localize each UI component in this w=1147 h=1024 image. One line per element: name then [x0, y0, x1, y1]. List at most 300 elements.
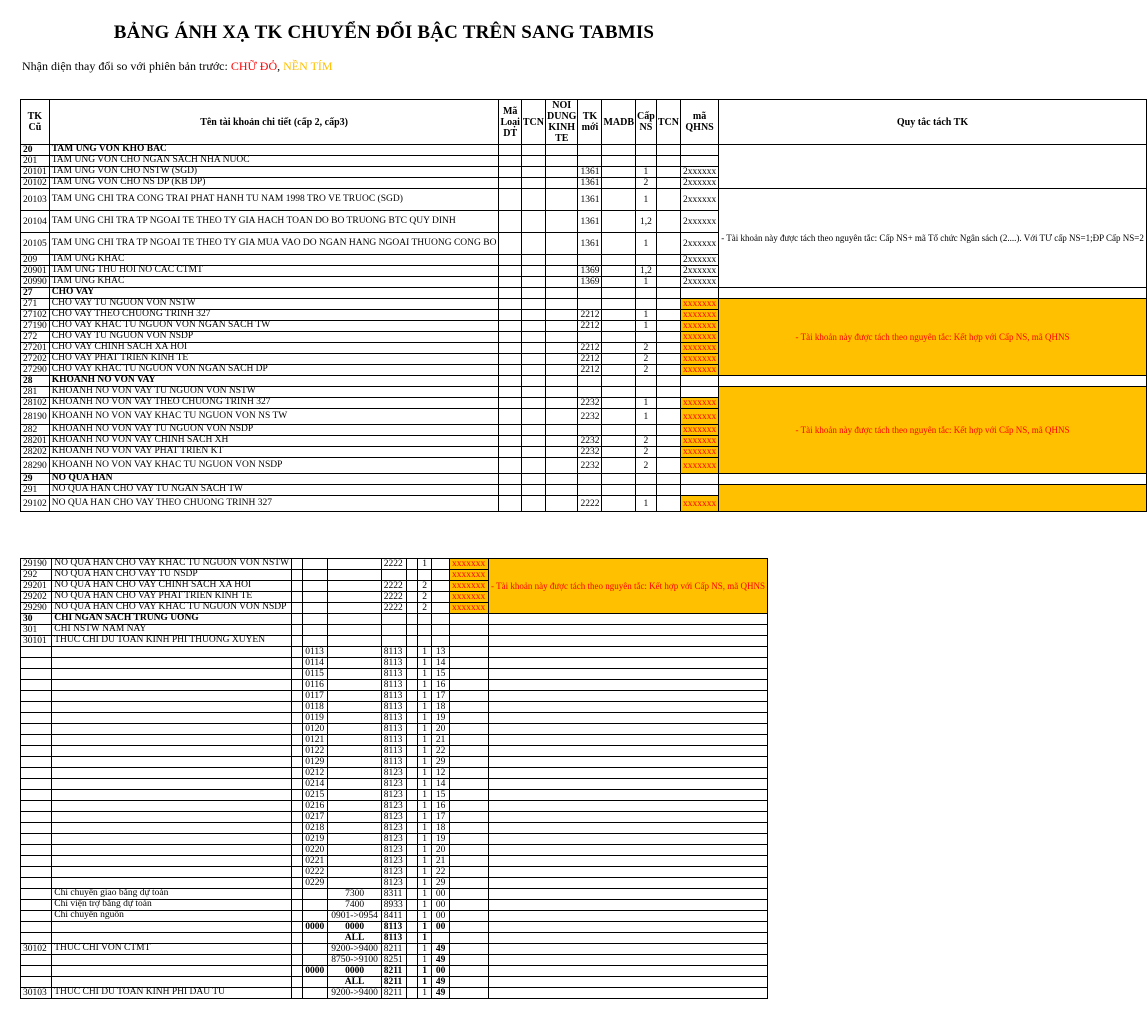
madb-cell [602, 211, 636, 233]
noi-dung-kinh-te-cell: ALL [328, 933, 381, 944]
madb-cell [406, 559, 417, 570]
madb-cell [602, 343, 636, 354]
tcn-2-cell: 16 [432, 801, 450, 812]
split-rule-cell [488, 647, 767, 658]
madb-cell [602, 167, 636, 178]
tk-moi-cell: 8113 [381, 702, 406, 713]
table-row [21, 790, 768, 801]
tk-moi-cell: 2222 [381, 603, 406, 614]
ma-loai-dt-cell [292, 713, 303, 724]
ma-qhns-cell: 2xxxxxx [680, 255, 718, 266]
account-name-cell [52, 801, 292, 812]
ma-loai-dt-cell [292, 801, 303, 812]
account-name-cell: CHO VAY PHAT TRIEN KINH TE [49, 354, 499, 365]
split-rule-cell [488, 702, 767, 713]
noi-dung-kinh-te-cell [328, 790, 381, 801]
ma-qhns-cell [450, 647, 489, 658]
ma-qhns-cell: 2xxxxxx [680, 211, 718, 233]
tcn-cell [521, 343, 545, 354]
ma-loai-dt-cell [292, 988, 303, 999]
cap-ns-cell: 1 [418, 944, 432, 955]
account-name-cell: KHOANH NO VON VAY CHINH SACH XH [49, 436, 499, 447]
madb-cell [406, 801, 417, 812]
noi-dung-kinh-te-cell [546, 365, 578, 376]
tcn-cell: 0113 [303, 647, 328, 658]
table-row [21, 779, 768, 790]
madb-cell [406, 592, 417, 603]
tcn-2-cell: 18 [432, 702, 450, 713]
cap-ns-cell: 1 [418, 966, 432, 977]
ma-loai-dt-cell [292, 691, 303, 702]
ma-qhns-cell: xxxxxxx [680, 321, 718, 332]
cap-ns-cell: 2 [636, 178, 657, 189]
split-rule-cell [488, 878, 767, 889]
table-row [21, 724, 768, 735]
table-row [21, 485, 1147, 496]
tcn-2-cell: 00 [432, 911, 450, 922]
header-quy-tac: Quy tắc tách TK [719, 100, 1147, 145]
ma-qhns-cell [450, 856, 489, 867]
cap-ns-cell: 1 [636, 496, 657, 512]
tk-moi-cell: 8113 [381, 735, 406, 746]
tcn-cell [521, 266, 545, 277]
split-rule-cell [488, 680, 767, 691]
tcn-cell [303, 581, 328, 592]
ma-qhns-cell [450, 779, 489, 790]
page-title: BẢNG ÁNH XẠ TK CHUYỂN ĐỔI BẬC TRÊN SANG TABMIS [113, 22, 655, 43]
tcn-cell: 0215 [303, 790, 328, 801]
noi-dung-kinh-te-cell: 7400 [328, 900, 381, 911]
ma-loai-dt-cell [292, 735, 303, 746]
ma-qhns-cell: xxxxxxx [450, 570, 489, 581]
madb-cell [602, 474, 636, 485]
noi-dung-kinh-te-cell [328, 834, 381, 845]
tk-cu-cell: 29202 [21, 592, 52, 603]
ma-qhns-cell: xxxxxxx [680, 409, 718, 425]
madb-cell [602, 310, 636, 321]
tcn-2-cell [656, 277, 680, 288]
noi-dung-kinh-te-cell [328, 680, 381, 691]
madb-cell [406, 911, 417, 922]
tcn-2-cell [656, 343, 680, 354]
ma-loai-dt-cell [292, 757, 303, 768]
ma-loai-dt-cell [292, 768, 303, 779]
tcn-2-cell [656, 178, 680, 189]
ma-loai-dt-cell [499, 458, 521, 474]
split-rule-cell [488, 856, 767, 867]
cap-ns-cell [636, 376, 657, 387]
tk-cu-cell: 271 [21, 299, 50, 310]
ma-loai-dt-cell [499, 496, 521, 512]
tk-cu-cell: 28290 [21, 458, 50, 474]
tcn-2-cell [656, 167, 680, 178]
account-name-cell: KHOANH NO VON VAY PHAT TRIEN KT [49, 447, 499, 458]
ma-loai-dt-cell [499, 189, 521, 211]
tcn-2-cell [432, 636, 450, 647]
cap-ns-cell: 1 [418, 691, 432, 702]
tk-cu-cell [21, 845, 52, 856]
tcn-cell [303, 592, 328, 603]
tcn-cell: 0220 [303, 845, 328, 856]
account-name-cell [52, 955, 292, 966]
account-name-cell: CHO VAY KHAC TU NGUON VON NGAN SACH TW [49, 321, 499, 332]
split-rule-cell [488, 922, 767, 933]
cap-ns-cell: 1 [418, 702, 432, 713]
table-row [21, 288, 1147, 299]
madb-cell [406, 966, 417, 977]
split-rule-cell: - Tài khoản này được tách theo nguyên tắc: Cấp NS+ mã Tổ chức Ngân sách (2....). Với TƯ cấp NS=1;ĐP Cấp NS=2 [719, 189, 1147, 288]
cap-ns-cell: 1 [418, 757, 432, 768]
cap-ns-cell: 1 [418, 669, 432, 680]
cap-ns-cell: 1 [636, 398, 657, 409]
split-rule-cell: - Tài khoản này được tách theo nguyên tắc: Kết hợp với Cấp NS, mã QHNS [719, 387, 1147, 474]
tcn-2-cell [656, 310, 680, 321]
ma-loai-dt-cell [292, 900, 303, 911]
cap-ns-cell: 1 [418, 724, 432, 735]
tcn-2-cell [656, 332, 680, 343]
account-name-cell [52, 977, 292, 988]
ma-qhns-cell: xxxxxxx [450, 592, 489, 603]
tk-moi-cell [578, 145, 602, 156]
table-row [21, 878, 768, 889]
account-name-cell [52, 966, 292, 977]
tk-moi-cell: 2232 [578, 398, 602, 409]
table-row [21, 823, 768, 834]
tcn-2-cell: 29 [432, 757, 450, 768]
cap-ns-cell: 1 [636, 277, 657, 288]
tk-cu-cell [21, 900, 52, 911]
tk-moi-cell: 8411 [381, 911, 406, 922]
tk-cu-cell: 20104 [21, 211, 50, 233]
tcn-cell [521, 474, 545, 485]
ma-qhns-cell [450, 625, 489, 636]
account-name-cell: NO QUA HAN CHO VAY KHAC TU NGUON VON NSTW [52, 559, 292, 570]
madb-cell [406, 702, 417, 713]
cap-ns-cell: 1 [636, 310, 657, 321]
table-row [21, 911, 768, 922]
tk-moi-cell: 8123 [381, 790, 406, 801]
cap-ns-cell: 1 [418, 768, 432, 779]
tcn-2-cell [656, 354, 680, 365]
madb-cell [406, 988, 417, 999]
ma-loai-dt-cell [292, 625, 303, 636]
ma-loai-dt-cell [292, 845, 303, 856]
madb-cell [602, 277, 636, 288]
ma-qhns-cell [450, 878, 489, 889]
account-name-cell: Chi viện trợ bằng dự toán [52, 900, 292, 911]
tk-cu-cell [21, 823, 52, 834]
cap-ns-cell: 1 [636, 167, 657, 178]
cap-ns-cell: 2 [636, 365, 657, 376]
ma-loai-dt-cell [499, 211, 521, 233]
tk-moi-cell: 2212 [578, 343, 602, 354]
noi-dung-kinh-te-cell [546, 266, 578, 277]
ma-loai-dt-cell [499, 288, 521, 299]
tk-cu-cell [21, 702, 52, 713]
account-name-cell [52, 735, 292, 746]
madb-cell [406, 977, 417, 988]
ma-qhns-cell [450, 867, 489, 878]
tk-cu-cell [21, 867, 52, 878]
madb-cell [406, 889, 417, 900]
ma-qhns-cell [450, 988, 489, 999]
account-name-cell: TAM UNG VON CHO NSTW (SGD) [49, 167, 499, 178]
table-row [21, 559, 768, 570]
ma-loai-dt-cell [292, 812, 303, 823]
tk-moi-cell: 8123 [381, 878, 406, 889]
cap-ns-cell [636, 299, 657, 310]
tk-moi-cell: 2232 [578, 447, 602, 458]
tk-moi-cell: 8123 [381, 768, 406, 779]
tk-cu-cell: 30103 [21, 988, 52, 999]
noi-dung-kinh-te-cell [546, 485, 578, 496]
noi-dung-kinh-te-cell [328, 823, 381, 834]
ma-loai-dt-cell [292, 559, 303, 570]
table-row [21, 299, 1147, 310]
account-name-cell [52, 724, 292, 735]
tcn-cell: 0114 [303, 658, 328, 669]
account-name-cell: CHI NSTW NAM NAY [52, 625, 292, 636]
madb-cell [602, 288, 636, 299]
tcn-cell [303, 889, 328, 900]
tk-cu-cell: 209 [21, 255, 50, 266]
tcn-2-cell: 12 [432, 768, 450, 779]
cap-ns-cell: 1 [418, 834, 432, 845]
ma-qhns-cell [680, 387, 718, 398]
tcn-cell: 0222 [303, 867, 328, 878]
tcn-2-cell: 29 [432, 878, 450, 889]
cap-ns-cell: 1 [636, 321, 657, 332]
tcn-2-cell [656, 376, 680, 387]
account-name-cell: TAM UNG CHI TRA TP NGOAI TE THEO TY GIA MUA VAO DO NGAN HANG NGOAI THUONG CONG BO [49, 233, 499, 255]
tcn-cell [521, 189, 545, 211]
cap-ns-cell: 1 [418, 911, 432, 922]
ma-loai-dt-cell [499, 178, 521, 189]
account-name-cell: NO QUA HAN CHO VAY TU NGAN SACH TW [49, 485, 499, 496]
tcn-2-cell [656, 485, 680, 496]
madb-cell [406, 680, 417, 691]
header-row [21, 100, 1147, 145]
ma-loai-dt-cell [292, 680, 303, 691]
madb-cell [602, 145, 636, 156]
tcn-2-cell [656, 398, 680, 409]
noi-dung-kinh-te-cell [546, 288, 578, 299]
tcn-2-cell [656, 365, 680, 376]
tcn-2-cell: 15 [432, 669, 450, 680]
account-name-cell [52, 867, 292, 878]
noi-dung-kinh-te-cell: 0000 [328, 922, 381, 933]
tk-moi-cell: 2212 [578, 321, 602, 332]
tk-cu-cell: 29102 [21, 496, 50, 512]
tk-moi-cell: 8123 [381, 834, 406, 845]
tcn-cell [521, 178, 545, 189]
split-rule-cell: - Tài khoản này được tách theo nguyên tắc: Kết hợp với Cấp NS, mã QHNS [719, 299, 1147, 376]
tcn-2-cell: 19 [432, 834, 450, 845]
tcn-cell: 0120 [303, 724, 328, 735]
cap-ns-cell: 2 [418, 581, 432, 592]
ma-qhns-cell [450, 845, 489, 856]
tcn-2-cell [656, 458, 680, 474]
cap-ns-cell [636, 474, 657, 485]
noi-dung-kinh-te-cell [546, 474, 578, 485]
tcn-2-cell: 00 [432, 966, 450, 977]
tk-moi-cell: 1361 [578, 211, 602, 233]
noi-dung-kinh-te-cell [328, 812, 381, 823]
ma-qhns-cell [680, 485, 718, 496]
noi-dung-kinh-te-cell [546, 398, 578, 409]
madb-cell [406, 581, 417, 592]
noi-dung-kinh-te-cell [546, 447, 578, 458]
tcn-cell [303, 955, 328, 966]
cap-ns-cell: 1 [418, 878, 432, 889]
tcn-cell [303, 911, 328, 922]
cap-ns-cell: 1 [418, 647, 432, 658]
account-name-cell [52, 823, 292, 834]
tk-moi-cell [578, 332, 602, 343]
account-name-cell: CHO VAY TU NGUON VON NSTW [49, 299, 499, 310]
tcn-2-cell [656, 436, 680, 447]
cap-ns-cell: 1 [418, 812, 432, 823]
account-name-cell: NO QUA HAN CHO VAY PHAT TRIEN KINH TE [52, 592, 292, 603]
tcn-cell [521, 321, 545, 332]
split-rule-cell [488, 834, 767, 845]
tk-cu-cell [21, 768, 52, 779]
tk-cu-cell [21, 647, 52, 658]
tcn-2-cell: 00 [432, 900, 450, 911]
account-name-cell [52, 691, 292, 702]
noi-dung-kinh-te-cell [328, 636, 381, 647]
tk-cu-cell: 28190 [21, 409, 50, 425]
madb-cell [406, 944, 417, 955]
tk-cu-cell: 27202 [21, 354, 50, 365]
tcn-2-cell: 49 [432, 977, 450, 988]
cap-ns-cell: 1 [418, 933, 432, 944]
split-rule-cell [488, 625, 767, 636]
table-row [21, 856, 768, 867]
account-name-cell: TAM UNG THU HOI NO CAC CTMT [49, 266, 499, 277]
cap-ns-cell: 1 [418, 867, 432, 878]
ma-qhns-cell [450, 768, 489, 779]
tcn-cell: 0119 [303, 713, 328, 724]
madb-cell [602, 255, 636, 266]
cap-ns-cell: 2 [636, 354, 657, 365]
madb-cell [406, 658, 417, 669]
tk-cu-cell [21, 922, 52, 933]
header-tcn: TCN [521, 100, 545, 145]
noi-dung-kinh-te-cell [546, 458, 578, 474]
noi-dung-kinh-te-cell [328, 779, 381, 790]
ma-qhns-cell [450, 812, 489, 823]
ma-loai-dt-cell [499, 299, 521, 310]
split-rule-cell [488, 812, 767, 823]
tk-cu-cell [21, 955, 52, 966]
table-row [21, 614, 768, 625]
tcn-2-cell: 49 [432, 955, 450, 966]
table-row [21, 702, 768, 713]
ma-qhns-cell [450, 746, 489, 757]
tk-moi-cell: 2212 [578, 365, 602, 376]
tk-moi-cell: 1361 [578, 167, 602, 178]
tcn-cell [521, 255, 545, 266]
tcn-2-cell: 21 [432, 856, 450, 867]
noi-dung-kinh-te-cell [546, 436, 578, 447]
noi-dung-kinh-te-cell [546, 310, 578, 321]
tk-moi-cell: 8211 [381, 977, 406, 988]
table-row [21, 474, 1147, 485]
account-name-cell: THUC CHI DU TOAN KINH PHI THUONG XUYEN [52, 636, 292, 647]
ma-qhns-cell: 2xxxxxx [680, 178, 718, 189]
madb-cell [406, 823, 417, 834]
split-rule-cell [719, 474, 1147, 485]
ma-qhns-cell [450, 977, 489, 988]
ma-qhns-cell [450, 955, 489, 966]
ma-qhns-cell: xxxxxxx [680, 447, 718, 458]
ma-loai-dt-cell [499, 233, 521, 255]
ma-loai-dt-cell [499, 321, 521, 332]
account-name-cell [52, 933, 292, 944]
tcn-2-cell [432, 592, 450, 603]
tcn-cell: 0129 [303, 757, 328, 768]
tk-moi-cell: 1369 [578, 277, 602, 288]
tk-moi-cell: 2222 [381, 559, 406, 570]
table-row [21, 955, 768, 966]
account-name-cell: THUC CHI DU TOAN KINH PHI DAU TU [52, 988, 292, 999]
tk-moi-cell: 8113 [381, 713, 406, 724]
madb-cell [406, 746, 417, 757]
noi-dung-kinh-te-cell [328, 724, 381, 735]
tcn-cell [521, 376, 545, 387]
ma-loai-dt-cell [292, 658, 303, 669]
madb-cell [406, 878, 417, 889]
table-row [21, 867, 768, 878]
ma-qhns-cell: xxxxxxx [680, 398, 718, 409]
tcn-cell [303, 559, 328, 570]
cap-ns-cell: 2 [636, 436, 657, 447]
tk-moi-cell [578, 425, 602, 436]
cap-ns-cell: 2 [636, 343, 657, 354]
tk-cu-cell: 292 [21, 570, 52, 581]
mapping-table-bottom [20, 558, 768, 999]
table-row [21, 189, 1147, 211]
noi-dung-kinh-te-cell [546, 167, 578, 178]
cap-ns-cell: 1 [418, 680, 432, 691]
tk-cu-cell [21, 933, 52, 944]
tcn-cell [303, 944, 328, 955]
split-rule-cell [488, 801, 767, 812]
ma-loai-dt-cell [499, 310, 521, 321]
table-body-bottom [21, 559, 768, 999]
tcn-2-cell: 21 [432, 735, 450, 746]
account-name-cell: CHO VAY CHINH SACH XA HOI [49, 343, 499, 354]
tk-cu-cell: 272 [21, 332, 50, 343]
madb-cell [406, 614, 417, 625]
cap-ns-cell: 1 [418, 790, 432, 801]
tk-moi-cell: 2232 [578, 436, 602, 447]
tcn-cell: 0217 [303, 812, 328, 823]
tcn-2-cell [656, 211, 680, 233]
ma-qhns-cell [450, 933, 489, 944]
noi-dung-kinh-te-cell [328, 713, 381, 724]
ma-loai-dt-cell [499, 387, 521, 398]
tk-moi-cell: 1361 [578, 189, 602, 211]
tcn-cell: 0214 [303, 779, 328, 790]
tcn-2-cell [432, 570, 450, 581]
tk-cu-cell [21, 680, 52, 691]
tcn-cell: 0216 [303, 801, 328, 812]
tcn-2-cell [432, 581, 450, 592]
tk-cu-cell: 30102 [21, 944, 52, 955]
tk-moi-cell: 2232 [578, 409, 602, 425]
